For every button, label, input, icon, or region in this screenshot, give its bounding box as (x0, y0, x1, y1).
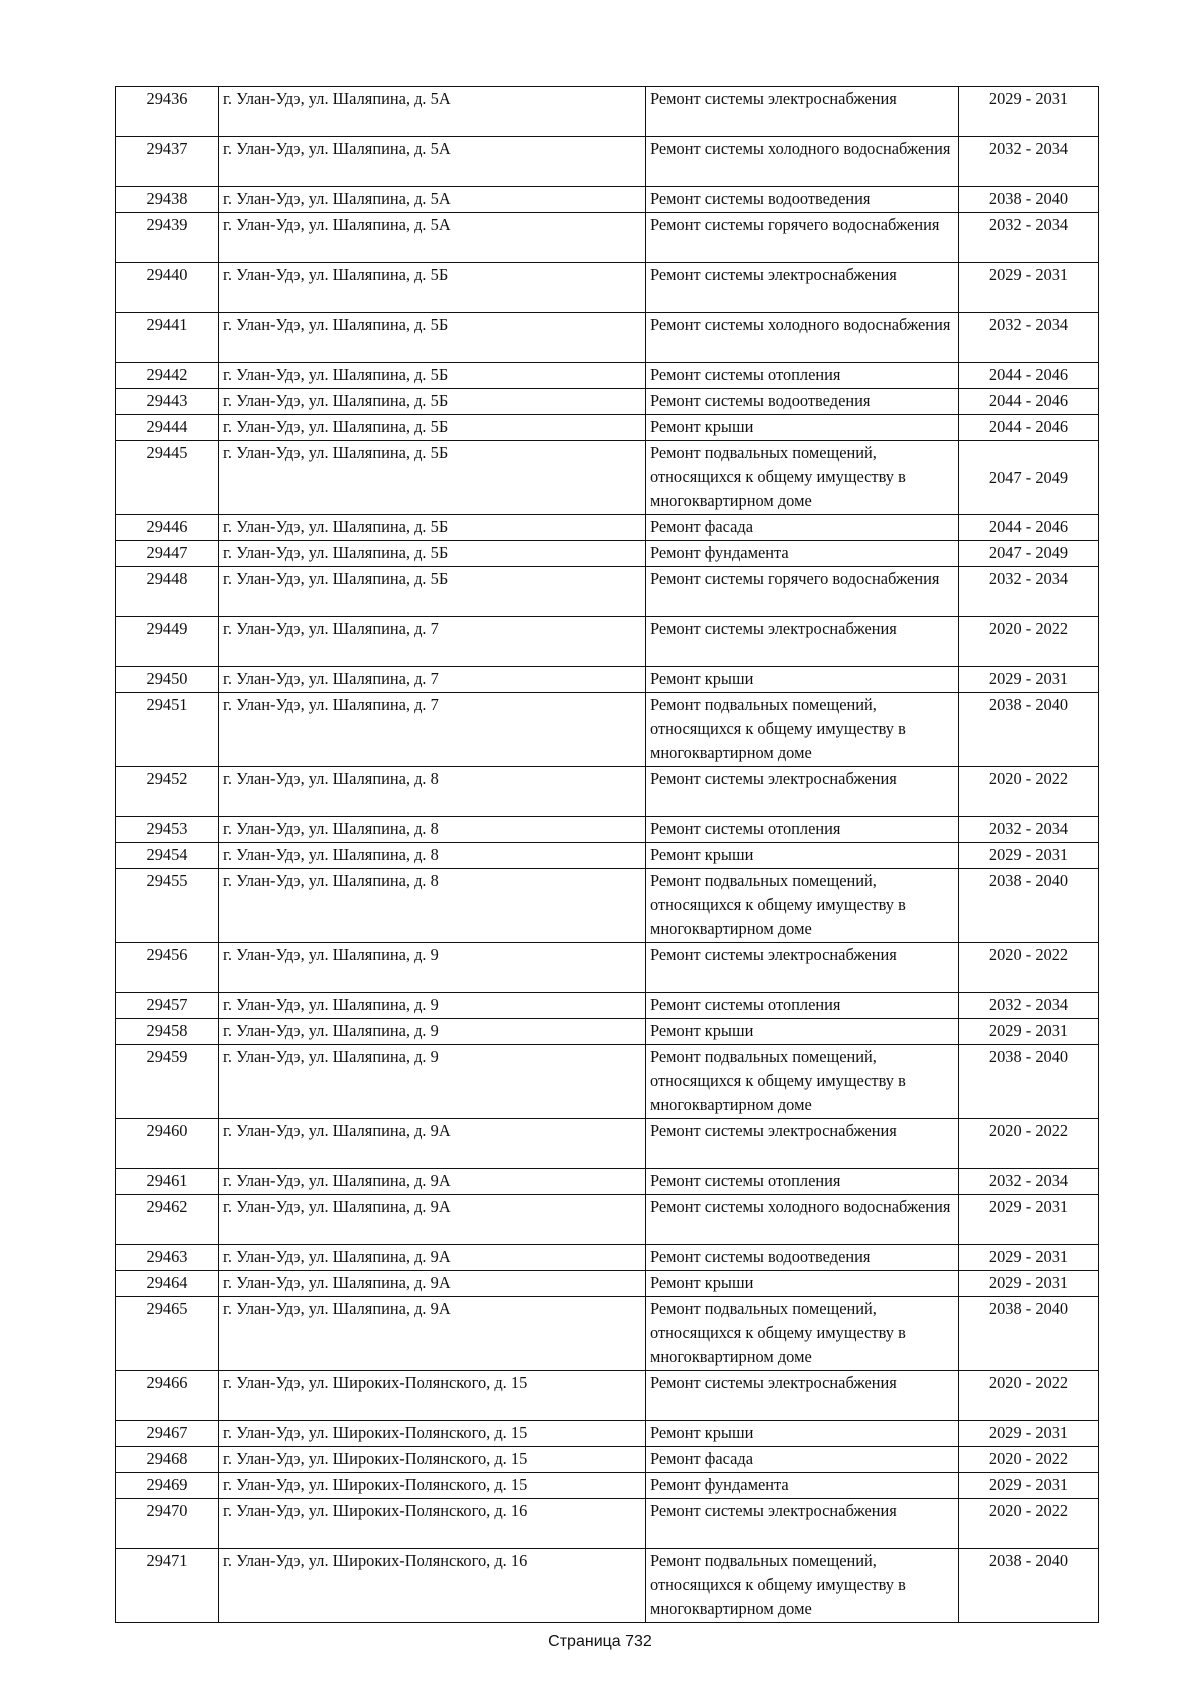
row-address: г. Улан-Удэ, ул. Шаляпина, д. 5Б (219, 567, 646, 617)
row-period: 2044 - 2046 (959, 389, 1099, 415)
row-work-type: Ремонт системы электроснабжения (646, 617, 959, 667)
row-address: г. Улан-Удэ, ул. Шаляпина, д. 9А (219, 1169, 646, 1195)
row-work-type: Ремонт фундамента (646, 1473, 959, 1499)
row-number: 29467 (116, 1421, 219, 1447)
page-number: Страница 732 (548, 1633, 652, 1650)
row-address: г. Улан-Удэ, ул. Шаляпина, д. 9А (219, 1297, 646, 1371)
row-work-type: Ремонт системы горячего водоснабжения (646, 213, 959, 263)
row-period: 2032 - 2034 (959, 817, 1099, 843)
row-period: 2032 - 2034 (959, 313, 1099, 363)
row-number: 29460 (116, 1119, 219, 1169)
row-address: г. Улан-Удэ, ул. Шаляпина, д. 9А (219, 1271, 646, 1297)
table-row (116, 389, 1099, 415)
row-period: 2032 - 2034 (959, 1169, 1099, 1195)
row-address: г. Улан-Удэ, ул. Шаляпина, д. 5Б (219, 363, 646, 389)
row-number: 29462 (116, 1195, 219, 1245)
row-number: 29436 (116, 87, 219, 137)
table-row (116, 263, 1099, 313)
row-address: г. Улан-Удэ, ул. Шаляпина, д. 9 (219, 1019, 646, 1045)
row-period: 2020 - 2022 (959, 1371, 1099, 1421)
row-work-type: Ремонт системы отопления (646, 817, 959, 843)
row-address: г. Улан-Удэ, ул. Шаляпина, д. 9 (219, 993, 646, 1019)
row-period: 2038 - 2040 (959, 1297, 1099, 1371)
row-work-type: Ремонт системы отопления (646, 363, 959, 389)
row-number: 29440 (116, 263, 219, 313)
table-row (116, 1421, 1099, 1447)
row-number: 29454 (116, 843, 219, 869)
row-number: 29445 (116, 441, 219, 515)
table-row (116, 817, 1099, 843)
table-row (116, 1019, 1099, 1045)
row-period: 2038 - 2040 (959, 693, 1099, 767)
table-row (116, 363, 1099, 389)
row-address: г. Улан-Удэ, ул. Широких-Полянского, д. 16 (219, 1549, 646, 1623)
row-address: г. Улан-Удэ, ул. Шаляпина, д. 8 (219, 843, 646, 869)
row-address: г. Улан-Удэ, ул. Шаляпина, д. 5А (219, 137, 646, 187)
table-row (116, 137, 1099, 187)
row-number: 29448 (116, 567, 219, 617)
table-row (116, 415, 1099, 441)
table-row (116, 1499, 1099, 1549)
table-row (116, 313, 1099, 363)
row-work-type: Ремонт крыши (646, 1271, 959, 1297)
row-period: 2029 - 2031 (959, 1245, 1099, 1271)
table-row (116, 541, 1099, 567)
table-row (116, 1119, 1099, 1169)
row-number: 29469 (116, 1473, 219, 1499)
row-work-type: Ремонт системы электроснабжения (646, 1371, 959, 1421)
row-work-type: Ремонт фундамента (646, 541, 959, 567)
row-number: 29463 (116, 1245, 219, 1271)
row-work-type: Ремонт системы электроснабжения (646, 87, 959, 137)
row-address: г. Улан-Удэ, ул. Шаляпина, д. 8 (219, 817, 646, 843)
table-row (116, 515, 1099, 541)
row-work-type: Ремонт подвальных помещений, относящихся к общему имуществу в многоквартирном доме (646, 693, 959, 767)
row-address: г. Улан-Удэ, ул. Шаляпина, д. 7 (219, 667, 646, 693)
table-row (116, 1473, 1099, 1499)
table-row (116, 667, 1099, 693)
row-address: г. Улан-Удэ, ул. Шаляпина, д. 5Б (219, 541, 646, 567)
row-number: 29442 (116, 363, 219, 389)
repair-schedule-table (115, 86, 1099, 1623)
table-row (116, 567, 1099, 617)
row-address: г. Улан-Удэ, ул. Шаляпина, д. 8 (219, 767, 646, 817)
row-period: 2029 - 2031 (959, 87, 1099, 137)
row-work-type: Ремонт системы холодного водоснабжения (646, 1195, 959, 1245)
row-address: г. Улан-Удэ, ул. Широких-Полянского, д. 15 (219, 1371, 646, 1421)
table-row (116, 87, 1099, 137)
table-row (116, 1169, 1099, 1195)
table-row (116, 1045, 1099, 1119)
table-row (116, 843, 1099, 869)
table-row (116, 1271, 1099, 1297)
table-row (116, 767, 1099, 817)
row-period: 2044 - 2046 (959, 515, 1099, 541)
row-work-type: Ремонт подвальных помещений, относящихся к общему имуществу в многоквартирном доме (646, 1297, 959, 1371)
row-period: 2029 - 2031 (959, 1271, 1099, 1297)
row-address: г. Улан-Удэ, ул. Шаляпина, д. 5Б (219, 263, 646, 313)
row-period: 2020 - 2022 (959, 617, 1099, 667)
table-row (116, 1371, 1099, 1421)
row-period: 2047 - 2049 (959, 441, 1099, 515)
row-period: 2029 - 2031 (959, 1421, 1099, 1447)
row-work-type: Ремонт системы электроснабжения (646, 263, 959, 313)
row-period: 2020 - 2022 (959, 943, 1099, 993)
table-row (116, 441, 1099, 515)
row-number: 29457 (116, 993, 219, 1019)
row-number: 29451 (116, 693, 219, 767)
row-work-type: Ремонт системы электроснабжения (646, 1119, 959, 1169)
row-work-type: Ремонт системы горячего водоснабжения (646, 567, 959, 617)
row-work-type: Ремонт системы электроснабжения (646, 1499, 959, 1549)
table-row (116, 1195, 1099, 1245)
row-address: г. Улан-Удэ, ул. Шаляпина, д. 9 (219, 943, 646, 993)
row-number: 29456 (116, 943, 219, 993)
table-row (116, 993, 1099, 1019)
row-number: 29466 (116, 1371, 219, 1421)
row-period: 2029 - 2031 (959, 1019, 1099, 1045)
row-work-type: Ремонт системы электроснабжения (646, 767, 959, 817)
row-period: 2029 - 2031 (959, 1195, 1099, 1245)
row-work-type: Ремонт крыши (646, 415, 959, 441)
row-number: 29444 (116, 415, 219, 441)
row-period: 2032 - 2034 (959, 567, 1099, 617)
row-number: 29437 (116, 137, 219, 187)
row-address: г. Улан-Удэ, ул. Широких-Полянского, д. 16 (219, 1499, 646, 1549)
table-body (116, 87, 1099, 1623)
row-period: 2032 - 2034 (959, 993, 1099, 1019)
row-period: 2020 - 2022 (959, 1447, 1099, 1473)
row-work-type: Ремонт системы отопления (646, 993, 959, 1019)
row-address: г. Улан-Удэ, ул. Шаляпина, д. 5Б (219, 313, 646, 363)
row-period: 2020 - 2022 (959, 1499, 1099, 1549)
row-address: г. Улан-Удэ, ул. Шаляпина, д. 9 (219, 1045, 646, 1119)
row-work-type: Ремонт системы холодного водоснабжения (646, 137, 959, 187)
row-number: 29447 (116, 541, 219, 567)
row-work-type: Ремонт фасада (646, 1447, 959, 1473)
row-number: 29439 (116, 213, 219, 263)
row-address: г. Улан-Удэ, ул. Шаляпина, д. 8 (219, 869, 646, 943)
row-number: 29465 (116, 1297, 219, 1371)
row-work-type: Ремонт подвальных помещений, относящихся к общему имуществу в многоквартирном доме (646, 1045, 959, 1119)
row-number: 29468 (116, 1447, 219, 1473)
row-number: 29449 (116, 617, 219, 667)
row-period: 2020 - 2022 (959, 1119, 1099, 1169)
row-number: 29450 (116, 667, 219, 693)
row-work-type: Ремонт подвальных помещений, относящихся к общему имуществу в многоквартирном доме (646, 1549, 959, 1623)
row-number: 29455 (116, 869, 219, 943)
row-period: 2032 - 2034 (959, 137, 1099, 187)
row-work-type: Ремонт системы холодного водоснабжения (646, 313, 959, 363)
table-row (116, 617, 1099, 667)
row-number: 29458 (116, 1019, 219, 1045)
row-address: г. Улан-Удэ, ул. Шаляпина, д. 9А (219, 1195, 646, 1245)
row-period: 2029 - 2031 (959, 667, 1099, 693)
row-period: 2020 - 2022 (959, 767, 1099, 817)
row-period: 2029 - 2031 (959, 263, 1099, 313)
row-work-type: Ремонт крыши (646, 843, 959, 869)
row-period: 2038 - 2040 (959, 1045, 1099, 1119)
table-row (116, 943, 1099, 993)
row-address: г. Улан-Удэ, ул. Шаляпина, д. 5Б (219, 415, 646, 441)
table-row (116, 1549, 1099, 1623)
row-period: 2038 - 2040 (959, 187, 1099, 213)
table-row (116, 693, 1099, 767)
row-address: г. Улан-Удэ, ул. Шаляпина, д. 7 (219, 617, 646, 667)
row-number: 29471 (116, 1549, 219, 1623)
row-address: г. Улан-Удэ, ул. Шаляпина, д. 5А (219, 87, 646, 137)
row-period: 2032 - 2034 (959, 213, 1099, 263)
row-number: 29459 (116, 1045, 219, 1119)
table-row (116, 1297, 1099, 1371)
row-work-type: Ремонт крыши (646, 1421, 959, 1447)
row-work-type: Ремонт системы водоотведения (646, 389, 959, 415)
row-work-type: Ремонт системы электроснабжения (646, 943, 959, 993)
table-row (116, 869, 1099, 943)
row-address: г. Улан-Удэ, ул. Шаляпина, д. 9А (219, 1245, 646, 1271)
row-period: 2029 - 2031 (959, 1473, 1099, 1499)
row-number: 29470 (116, 1499, 219, 1549)
row-address: г. Улан-Удэ, ул. Шаляпина, д. 7 (219, 693, 646, 767)
row-number: 29453 (116, 817, 219, 843)
row-address: г. Улан-Удэ, ул. Широких-Полянского, д. 15 (219, 1473, 646, 1499)
row-work-type: Ремонт крыши (646, 1019, 959, 1045)
row-number: 29461 (116, 1169, 219, 1195)
row-period: 2038 - 2040 (959, 869, 1099, 943)
row-period: 2044 - 2046 (959, 415, 1099, 441)
table-row (116, 187, 1099, 213)
row-work-type: Ремонт фасада (646, 515, 959, 541)
row-work-type: Ремонт системы водоотведения (646, 1245, 959, 1271)
row-number: 29464 (116, 1271, 219, 1297)
row-period: 2047 - 2049 (959, 541, 1099, 567)
row-work-type: Ремонт подвальных помещений, относящихся к общему имуществу в многоквартирном доме (646, 869, 959, 943)
row-number: 29438 (116, 187, 219, 213)
row-work-type: Ремонт системы водоотведения (646, 187, 959, 213)
row-number: 29446 (116, 515, 219, 541)
table-row (116, 1245, 1099, 1271)
row-period: 2038 - 2040 (959, 1549, 1099, 1623)
row-address: г. Улан-Удэ, ул. Шаляпина, д. 5А (219, 213, 646, 263)
row-address: г. Улан-Удэ, ул. Широких-Полянского, д. 15 (219, 1447, 646, 1473)
row-work-type: Ремонт системы отопления (646, 1169, 959, 1195)
row-period: 2044 - 2046 (959, 363, 1099, 389)
table-row (116, 213, 1099, 263)
row-work-type: Ремонт подвальных помещений, относящихся к общему имуществу в многоквартирном доме (646, 441, 959, 515)
row-address: г. Улан-Удэ, ул. Шаляпина, д. 5Б (219, 389, 646, 415)
row-address: г. Улан-Удэ, ул. Широких-Полянского, д. 15 (219, 1421, 646, 1447)
row-work-type: Ремонт крыши (646, 667, 959, 693)
table-row (116, 1447, 1099, 1473)
row-number: 29441 (116, 313, 219, 363)
row-address: г. Улан-Удэ, ул. Шаляпина, д. 5А (219, 187, 646, 213)
row-number: 29443 (116, 389, 219, 415)
row-period: 2029 - 2031 (959, 843, 1099, 869)
row-address: г. Улан-Удэ, ул. Шаляпина, д. 5Б (219, 441, 646, 515)
row-address: г. Улан-Удэ, ул. Шаляпина, д. 5Б (219, 515, 646, 541)
row-number: 29452 (116, 767, 219, 817)
row-address: г. Улан-Удэ, ул. Шаляпина, д. 9А (219, 1119, 646, 1169)
